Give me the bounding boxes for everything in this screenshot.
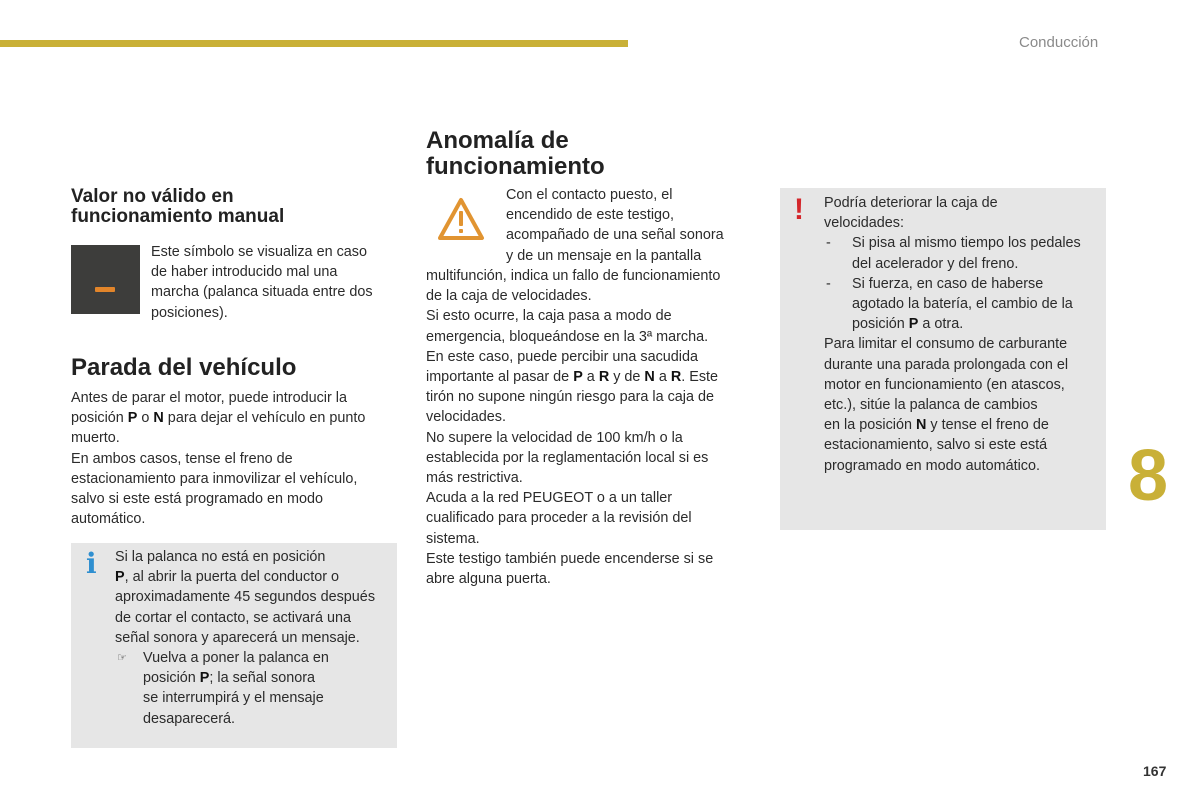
text-line: Si esto ocurre, la caja pasa a modo de <box>426 308 672 325</box>
text-line: muerto. <box>71 430 120 447</box>
text-line: cualificado para proceder a la revisión del <box>426 510 692 527</box>
text-line: y de un mensaje en la pantalla <box>506 247 702 264</box>
text-line: establecida por la reglamentación local si es <box>426 449 709 466</box>
text-line: posición P; la señal sonora <box>143 670 316 687</box>
invalid-value-title: Valor no válido en funcionamiento manual <box>71 186 285 227</box>
alert-note-text <box>824 193 1104 476</box>
text-line: motor en funcionamiento (en atascos, <box>824 376 1065 393</box>
text-line: se interrumpirá y el mensaje <box>143 690 324 707</box>
text-line: estacionamiento, salvo si este está <box>824 437 1048 454</box>
text-line: más restrictiva. <box>426 470 523 487</box>
text-line: posiciones). <box>151 304 228 321</box>
text-line: velocidades. <box>426 409 506 426</box>
text-line: Antes de parar el motor, puede introducir la <box>71 390 347 406</box>
text-line: multifunción, indica un fallo de funcionamiento <box>426 268 721 284</box>
text-line: Acuda a la red PEUGEOT o a un taller <box>426 490 673 507</box>
text-line: marcha (palanca situada entre dos <box>151 284 373 301</box>
text-line: acompañado de una señal sonora <box>506 227 724 244</box>
text-line: agotado la batería, el cambio de la <box>852 296 1073 313</box>
alert-bullet <box>824 274 1104 335</box>
gearbox-indicator-symbol <box>71 245 140 314</box>
title-line: Anomalía de <box>426 127 569 154</box>
chapter-number: 8 <box>1128 436 1169 516</box>
text-line: P, al abrir la puerta del conductor o <box>115 569 339 586</box>
text-line: automático. <box>71 511 146 528</box>
info-note-box <box>71 543 397 748</box>
text-line: encendido de este testigo, <box>506 207 675 224</box>
pointing-hand-icon: ☞ <box>117 651 127 665</box>
gear-warning-light-icon <box>95 287 115 292</box>
text-line: de la caja de velocidades. <box>426 288 592 305</box>
text-line: programado en modo automático. <box>824 457 1040 474</box>
text-line: sistema. <box>426 530 480 547</box>
text-line: velocidades: <box>824 215 904 232</box>
dash-marker: - <box>826 275 831 292</box>
text-line: de cortar el contacto, se activará una <box>115 609 351 626</box>
text-line: tirón no supone ningún riesgo para la caja de <box>426 389 715 406</box>
text-line: posición P o N para dejar el vehículo en punto <box>71 410 366 427</box>
section-title: Conducción <box>1019 34 1099 51</box>
title-line: funcionamiento <box>426 153 605 180</box>
text-line: salvo si este está programado en modo <box>71 491 323 508</box>
text-line: desaparecerá. <box>143 710 236 727</box>
info-icon: i <box>86 547 97 580</box>
dash-marker: - <box>826 235 831 252</box>
text-line: durante una parada prolongada con el <box>824 356 1069 373</box>
gear-p: P <box>127 410 138 427</box>
text-line: Con el contacto puesto, el <box>506 187 673 203</box>
text-line: En este caso, puede percibir una sacudida <box>426 348 699 365</box>
text-line: Si la palanca no está en posición <box>115 549 326 565</box>
text-line: Este símbolo se visualiza en caso <box>151 244 367 260</box>
vehicle-stop-title: Parada del vehículo <box>71 354 297 381</box>
text-line: etc.), sitúe la palanca de cambios <box>824 397 1038 414</box>
invalid-value-text <box>151 242 401 323</box>
text-line: Podría deteriorar la caja de <box>824 195 998 211</box>
text-line: posición P a otra. <box>852 316 964 333</box>
warning-triangle-icon <box>436 196 486 244</box>
vehicle-stop-text <box>71 388 401 529</box>
text-line: Vuelva a poner la palanca en <box>143 650 329 667</box>
alert-note-box <box>780 188 1106 530</box>
text-line: abre alguna puerta. <box>426 571 551 588</box>
text-line: Si fuerza, en caso de haberse <box>852 275 1044 292</box>
gear-n: N <box>153 410 164 427</box>
page-number: 167 <box>1143 763 1167 779</box>
header-accent-bar <box>0 40 628 47</box>
info-bullet <box>115 648 395 729</box>
text-line: aproximadamente 45 segundos después <box>115 589 376 606</box>
text-line: de haber introducido mal una <box>151 264 338 281</box>
alert-bullet <box>824 233 1104 273</box>
text-line: Para limitar el consumo de carburante <box>824 336 1068 353</box>
text-line: Este testigo también puede encenderse si se <box>426 550 714 567</box>
text-line: En ambos casos, tense el freno de <box>71 450 293 467</box>
exclamation-icon: ! <box>794 193 804 226</box>
text-line: en la posición N y tense el freno de <box>824 417 1049 434</box>
text-line: Si pisa al mismo tiempo los pedales <box>852 235 1081 252</box>
text-line: emergencia, bloqueándose en la 3ª marcha. <box>426 328 709 345</box>
malfunction-title <box>426 128 605 180</box>
text-line: del acelerador y del freno. <box>852 255 1019 272</box>
malfunction-text <box>426 266 766 589</box>
info-note-text <box>115 547 395 729</box>
text-line: importante al pasar de P a R y de N a R. Este <box>426 369 719 386</box>
text-line: estacionamiento para inmovilizar el vehículo, <box>71 470 358 487</box>
malfunction-intro <box>506 185 756 266</box>
text-line: señal sonora y aparecerá un mensaje. <box>115 629 360 646</box>
text-line: No supere la velocidad de 100 km/h o la <box>426 429 683 446</box>
